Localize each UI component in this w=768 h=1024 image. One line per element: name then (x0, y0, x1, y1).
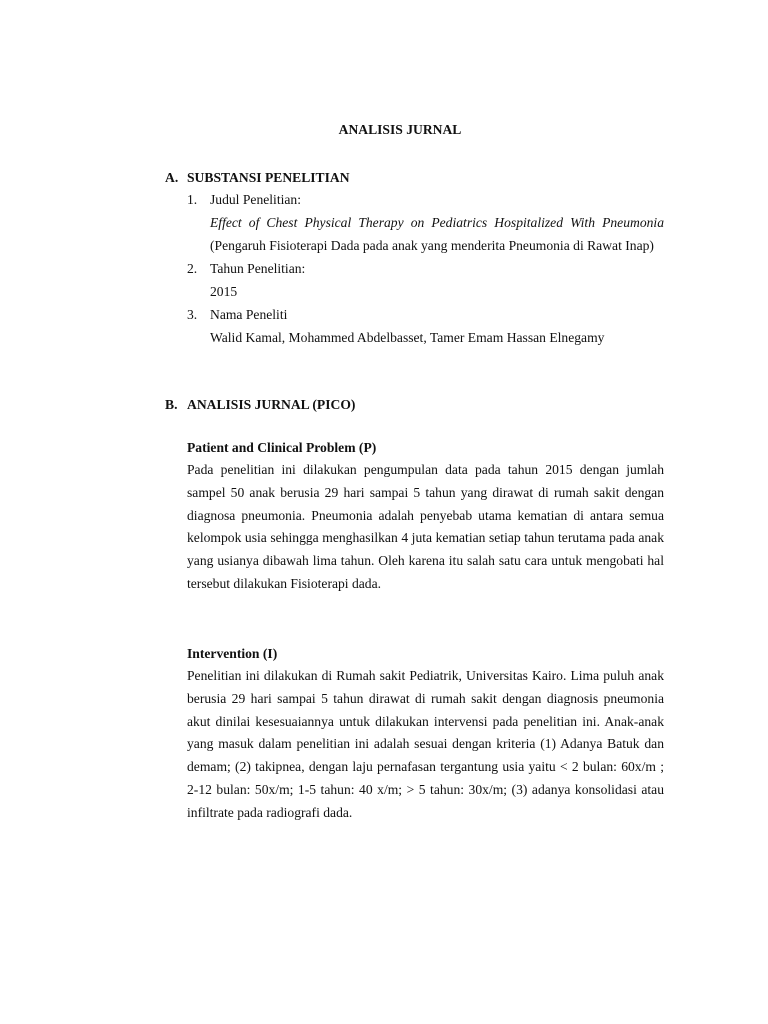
research-year-value: 2015 (210, 284, 238, 299)
list-item-label: Judul Penelitian: (210, 192, 301, 207)
list-item-peneliti (187, 303, 664, 349)
list-item-label: Tahun Penelitian: (210, 261, 306, 276)
list-item-judul (187, 188, 664, 257)
section-a-title: SUBSTANSI PENELITIAN (187, 170, 350, 185)
section-b-heading (165, 397, 355, 413)
section-a-list (187, 188, 664, 349)
researchers-value: Walid Kamal, Mohammed Abdelbasset, Tamer Emam Hassan Elnegamy (210, 330, 605, 345)
patient-problem-heading: Patient and Clinical Problem (P) (187, 440, 377, 455)
list-item-number: 3. (187, 307, 198, 322)
list-item-tahun (187, 257, 664, 303)
research-title-english: Effect of Chest Physical Therapy on Pediatrics Hospitalized With Pneumonia (210, 215, 664, 230)
section-b-title: ANALISIS JURNAL (PICO) (187, 397, 356, 412)
list-item-number: 2. (187, 261, 198, 276)
intervention-block (187, 642, 664, 825)
document-title: ANALISIS JURNAL (338, 122, 462, 137)
list-item-number: 1. (187, 192, 198, 207)
research-title-value (187, 211, 664, 257)
patient-problem-block (187, 436, 664, 596)
section-a-letter: A. (165, 170, 179, 185)
list-item-label: Nama Peneliti (210, 307, 288, 322)
intervention-paragraph: Penelitian ini dilakukan di Rumah sakit Pediatrik, Universitas Kairo. Lima puluh anak berusia 29 hari sampai 5 tahun dirawat di rumah sakit dengan diagnosis pneumonia akut dinilai kesesuaiannya untuk dilakukan intervensi pada penelitian ini. Anak-anak yang masuk dalam penelitian ini adalah sesuai dengan kriteria (1) Adanya Batuk dan demam; (2) takipnea, dengan laju pernafasan tergantung usia yaitu < 2 bulan: 60x/m ; 2-12 bulan: 50x/m; 1-5 tahun: 40 x/m; > 5 tahun: 30x/m; (3) adanya konsolidasi atau infiltrate pada radiografi dada. (187, 668, 664, 820)
section-b-letter: B. (165, 397, 178, 412)
section-a-heading (165, 170, 350, 186)
research-title-translation: (Pengaruh Fisioterapi Dada pada anak yang menderita Pneumonia di Rawat Inap) (210, 238, 654, 253)
patient-problem-paragraph: Pada penelitian ini dilakukan pengumpulan data pada tahun 2015 dengan jumlah sampel 50 anak berusia 29 hari sampai 5 tahun yang dirawat di rumah sakit dengan diagnosa pneumonia. Pneumonia adalah penyebab utama kematian di antara semua kelompok usia sehingga menghasilkan 4 juta kematian setiap tahun terutama pada anak yang usianya dibawah lima tahun. Oleh karena itu salah satu cara untuk mengobati hal tersebut dilakukan Fisioterapi dada. (187, 462, 664, 591)
intervention-heading: Intervention (I) (187, 646, 278, 661)
